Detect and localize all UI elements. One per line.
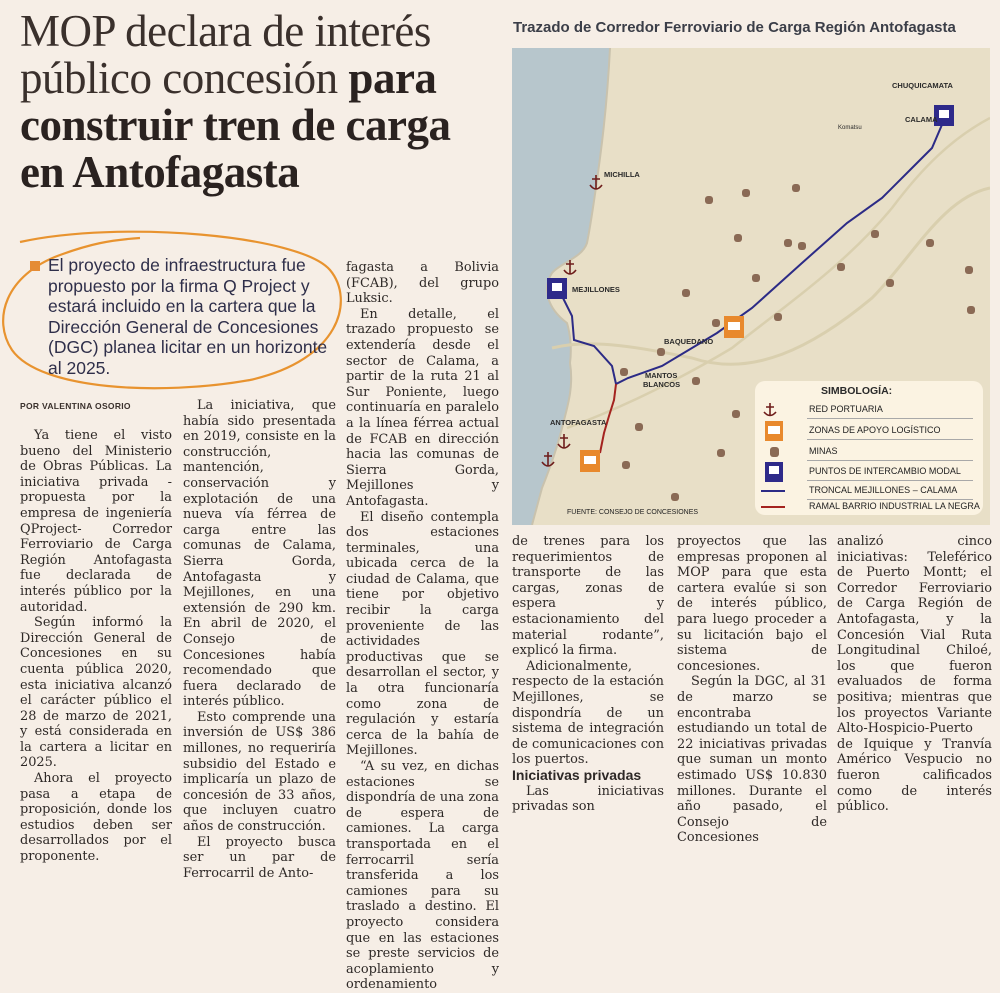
subheading: Iniciativas privadas bbox=[512, 766, 642, 783]
label-baquedano: BAQUEDANO bbox=[664, 337, 714, 346]
map-title: Trazado de Corredor Ferroviario de Carga Región Antofagasta bbox=[513, 19, 956, 36]
bullet-square-icon bbox=[30, 261, 40, 271]
anchor-icon bbox=[761, 400, 785, 420]
label-mantos: MANTOS bbox=[645, 371, 678, 380]
label-michilla: MICHILLA bbox=[604, 170, 640, 179]
label-mejillones: MEJILLONES bbox=[572, 285, 620, 294]
column-3 bbox=[346, 260, 499, 993]
legend-label: RED PORTUARIA bbox=[809, 404, 883, 414]
headline-bold: para construir tren de carga en Antofagasta bbox=[20, 53, 451, 197]
paragraph: La iniciativa, que había sido presentada en 2019, consiste en la construcción, mantención, conservación y explotación de una nueva vía férrea de carga entre las comunas de Calama, Sierra Gorda, Antofagasta y Mejillones, en una extensión de 290 km. En abril de 2020, el Consejo de Concesiones había recomendado que fuera declarado de interés público. bbox=[183, 398, 336, 710]
paragraph: fagasta a Bolivia (FCAB), del grupo Luksic. bbox=[346, 260, 499, 307]
mine-icon bbox=[761, 442, 785, 462]
legend-item-mines bbox=[755, 442, 983, 462]
legend-item-port bbox=[755, 400, 983, 420]
paragraph: Ahora el proyecto pasa a etapa de proposición, donde los estudios deben ser desarrollados por el proponente. bbox=[20, 771, 172, 865]
paragraph: “A su vez, en dichas estaciones se dispondría de una zona de espera de camiones. La carga transportada en el ferrocarril sería transferida a los camiones para su traslado a destino. El proyecto considera que en las estaciones se preste servicios de acoplamiento y ordenamiento bbox=[346, 759, 499, 993]
paragraph: de trenes para los requerimientos de transporte de las cargas, zonas de espera y estacionamiento del material rodante”, explicó la firma. bbox=[512, 534, 664, 659]
legend-label: TRONCAL MEJILLONES – CALAMA bbox=[809, 485, 958, 495]
column-4 bbox=[512, 534, 664, 815]
map-source: FUENTE: CONSEJO DE CONCESIONES bbox=[567, 509, 699, 516]
legend-item-modal bbox=[755, 462, 983, 482]
byline: POR VALENTINA OSORIO bbox=[20, 401, 131, 411]
headline-light: MOP declara de interés público concesión bbox=[20, 6, 431, 103]
paragraph: Según la DGC, al 31 de marzo se encontraba estudiando un total de 22 iniciativas privadas que suman un monto estimado US$ 10.830 millones. Durante el año pasado, el Consejo de Concesiones bbox=[677, 674, 827, 846]
paragraph: proyectos que las empresas proponen al MOP para que esta cartera evalúe si son de interés público, para luego proceder a su licitación bajo el sistema de concesiones. bbox=[677, 534, 827, 674]
lead-text: El proyecto de infraestructura fue propuesto por la firma Q Project y estará incluido en la cartera que la Dirección General de Concesiones (DGC) planea licitar en un horizonte al 2025. bbox=[48, 255, 328, 378]
red-line-icon bbox=[761, 497, 785, 517]
paragraph: En detalle, el trazado propuesto se extendería desde el sector de Calama, a partir de la ruta 21 al Sur Poniente, luego continuaría en paralelo a la línea férrea actual de FCAB en dirección hacia las comunas de Sierra Gorda, Mejillones y Antofagasta. bbox=[346, 306, 499, 509]
label-komatsu: Komatsu bbox=[838, 125, 862, 131]
label-chuquicamata: CHUQUICAMATA bbox=[892, 81, 953, 90]
lead-paragraph bbox=[30, 255, 335, 378]
map-legend bbox=[755, 381, 983, 515]
column-6 bbox=[837, 534, 992, 815]
headline bbox=[20, 8, 500, 196]
label-calama: CALAMA bbox=[905, 115, 938, 124]
legend-label: ZONAS DE APOYO LOGÍSTICO bbox=[809, 425, 941, 435]
column-2 bbox=[183, 398, 336, 881]
paragraph: Según informó la Dirección General de Concesiones en su cuenta pública 2020, esta iniciativa alcanzó el carácter público el 28 de marzo de 2021, y está considerada en la cartera a licitar en 2025. bbox=[20, 615, 172, 771]
paragraph: analizó cinco iniciativas: Teleférico de Puerto Montt; el Corredor Ferroviario de Carga Región de Antofagasta, y la Concesión Vial Ruta Longitudinal Chiloé, los que fueron evaluados de forma positiva; mientras que los proyectos Variante Alto-Hospicio-Puerto de Iquique y Tranvía Américo Vespucio no fueron calificados como de interés público. bbox=[837, 534, 992, 815]
label-antofagasta: ANTOFAGASTA bbox=[550, 418, 607, 427]
column-1 bbox=[20, 428, 172, 865]
column-5 bbox=[677, 534, 827, 846]
legend-label: PUNTOS DE INTERCAMBIO MODAL bbox=[809, 466, 961, 476]
legend-label: RAMAL BARRIO INDUSTRIAL LA NEGRA bbox=[809, 501, 980, 511]
paragraph: Ya tiene el visto bueno del Ministerio de Obras Públicas. La iniciativa privada -propuesta por la empresa de ingeniería QProject- Corredor Ferroviario de Carga Región Antofagasta fue declarada de interés público por la autoridad. bbox=[20, 428, 172, 615]
truck-icon bbox=[761, 421, 785, 441]
label-blancos: BLANCOS bbox=[643, 380, 681, 389]
paragraph: Adicionalmente, respecto de la estación Mejillones, se dispondría de un sistema de integración de comunicaciones con los puertos. bbox=[512, 658, 664, 768]
legend-title: SIMBOLOGÍA: bbox=[821, 385, 893, 397]
paragraph: El proyecto busca ser un par de Ferrocarril de Anto- bbox=[183, 834, 336, 881]
train-icon bbox=[761, 462, 785, 482]
paragraph: Esto comprende una inversión de US$ 386 millones, no requeriría subsidio del Estado e implicaría un plazo de concesión de 33 años, que incluyen cuatro años de construcción. bbox=[183, 709, 336, 835]
paragraph: El diseño contempla dos estaciones terminales, una ubicada cerca de la ciudad de Calama, que tiene por objetivo recibir la carga proveniente de las actividades productivas que se desarrollan el sector, y la otra funcionaría como zona de regulación y estaría cerca de la bahía de Mejillones. bbox=[346, 509, 499, 759]
legend-label: MINAS bbox=[809, 446, 838, 456]
legend-item-ramal bbox=[755, 497, 983, 517]
legend-item-logistic bbox=[755, 421, 983, 441]
paragraph: Las iniciativas privadas son bbox=[512, 783, 664, 815]
